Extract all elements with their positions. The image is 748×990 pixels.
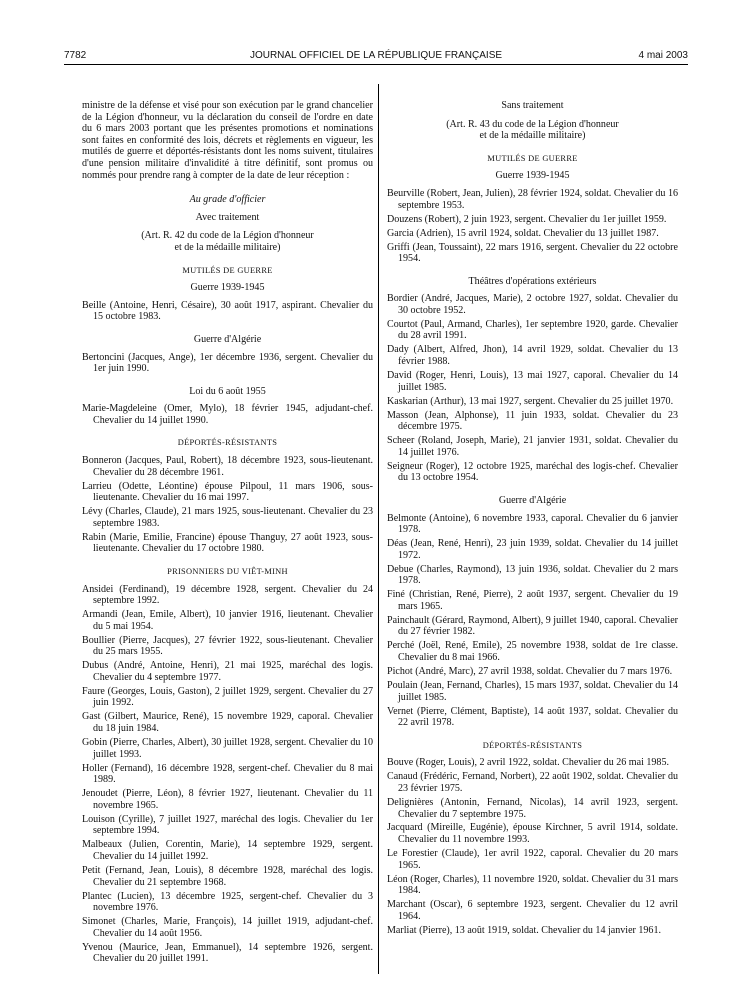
section-prisonniers: PRISONNIERS DU VIÊT-MINH [167, 566, 288, 576]
list-entry: Plantec (Lucien), 13 décembre 1925, sergent-chef. Chevalier du 3 novembre 1976. [82, 890, 373, 914]
list-entry: Marie-Magdeleine (Omer, Mylo), 18 février 1945, adjudant-chef. Chevalier du 14 juillet 1990. [82, 403, 373, 426]
list-entry: Faure (Georges, Louis, Gaston), 2 juillet 1929, sergent. Chevalier du 27 juin 1992. [82, 685, 373, 709]
list-entry: Courtot (Paul, Armand, Charles), 1er septembre 1920, garde. Chevalier du 28 avril 1991. [387, 318, 678, 342]
list-deportes [387, 757, 678, 936]
list-entry: Griffi (Jean, Toussaint), 22 mars 1916, sergent. Chevalier du 22 octobre 1954. [387, 241, 678, 265]
list-entry: Seigneur (Roger), 12 octobre 1925, maréchal des logis-chef. Chevalier du 13 octobre 1954. [387, 460, 678, 484]
list-entry: Delignières (Antonin, Fernand, Nicolas), 14 avril 1923, sergent. Chevalier du 7 septembre 1975. [387, 796, 678, 820]
list-entry: Kaskarian (Arthur), 13 mai 1927, sergent. Chevalier du 25 juillet 1970. [387, 395, 674, 407]
list-entry: Yvenou (Maurice, Jean, Emmanuel), 14 septembre 1926, sergent. Chevalier du 20 juillet 1991. [82, 941, 373, 965]
list-entry: Canaud (Frédéric, Fernand, Norbert), 22 août 1902, soldat. Chevalier du 23 février 1975. [387, 771, 678, 794]
list-entry: Léon (Roger, Charles), 11 novembre 1920, soldat. Chevalier du 31 mars 1984. [387, 873, 678, 897]
list-entry: Finé (Christian, René, Pierre), 2 août 1937, sergent. Chevalier du 19 mars 1965. [387, 589, 678, 612]
subsection-theatres: Théâtres d'opérations extérieurs [468, 275, 597, 287]
article-line: (Art. R. 42 du code de la Légion d'honneur [141, 230, 314, 242]
journal-title: JOURNAL OFFICIEL DE LA RÉPUBLIQUE FRANÇAISE [249, 50, 503, 61]
list-entry: Boullier (Pierre, Jacques), 27 février 1922, sous-lieutenant. Chevalier du 25 mars 1955. [82, 634, 373, 658]
section-mutiles: MUTILÉS DE GUERRE [487, 153, 578, 163]
list-entry: Jacquard (Mireille, Eugénie), épouse Kirchner, 5 avril 1914, soldate. Chevalier du 11 novembre 1993. [387, 822, 678, 846]
list-entry: David (Roger, Henri, Louis), 13 mai 1927, caporal. Chevalier du 14 juillet 1985. [387, 370, 678, 393]
article-line: (Art. R. 43 du code de la Légion d'honneur [446, 118, 619, 130]
list-algerie [387, 513, 678, 729]
grade-heading: Au grade d'officier [189, 194, 266, 206]
column-divider [378, 84, 379, 974]
left-column [82, 100, 373, 967]
list-entry: Poulain (Jean, Fernand, Charles), 15 mars 1937, soldat. Chevalier du 14 juillet 1985. [387, 679, 678, 703]
list-deportes [82, 455, 373, 555]
list-entry: Lévy (Charles, Claude), 21 mars 1925, sous-lieutenant. Chevalier du 23 septembre 1983. [82, 506, 373, 529]
list-entry: Masson (Jean, Alphonse), 11 juin 1933, soldat. Chevalier du 23 décembre 1975. [387, 409, 678, 433]
section-deportes: DÉPORTÉS-RÉSISTANTS [482, 740, 583, 750]
section-mutiles: MUTILÉS DE GUERRE [182, 265, 273, 275]
list-entry: Perché (Joël, René, Emile), 25 novembre 1938, soldat de 1re classe. Chevalier du 8 mai 1966. [387, 640, 678, 664]
list-entry: Larrieu (Odette, Léontine) épouse Pilpoul, 11 mars 1906, sous-lieutenante. Chevalier du 16 mai 1997. [82, 480, 373, 504]
list-entry: Vernet (Pierre, Clément, Baptiste), 14 août 1937, soldat. Chevalier du 22 avril 1978. [387, 705, 678, 729]
subsection-algerie: Guerre d'Algérie [498, 494, 567, 506]
list-entry: Debue (Charles, Raymond), 13 juin 1936, soldat. Chevalier du 2 mars 1978. [387, 563, 678, 587]
list-entry: Pichot (André, Marc), 27 avril 1938, soldat. Chevalier du 7 mars 1976. [387, 666, 673, 677]
list-algerie [82, 352, 373, 375]
list-prisonniers [82, 584, 373, 965]
list-entry: Marchant (Oscar), 6 septembre 1923, sergent. Chevalier du 12 avril 1964. [387, 899, 678, 922]
list-entry: Gast (Gilbert, Maurice, René), 15 novembre 1929, caporal. Chevalier du 18 juin 1984. [82, 711, 373, 735]
list-entry: Déas (Jean, René, Henri), 23 juin 1939, soldat. Chevalier du 14 juillet 1972. [387, 538, 678, 561]
list-entry: Bertoncini (Jacques, Ange), 1er décembre 1936, sergent. Chevalier du 1er juin 1990. [82, 351, 373, 375]
sans-traitement-heading: Sans traitement [501, 100, 564, 111]
list-guerre [82, 300, 373, 323]
section-deportes: DÉPORTÉS-RÉSISTANTS [177, 438, 278, 448]
list-entry: Bonneron (Jacques, Paul, Robert), 18 décembre 1923, sous-lieutenant. Chevalier du 28 décembre 1961. [82, 455, 373, 478]
list-entry: Le Forestier (Claude), 1er avril 1922, caporal. Chevalier du 20 mars 1965. [387, 848, 678, 871]
avec-traitement-heading: Avec traitement [195, 211, 260, 223]
list-entry: Painchault (Gérard, Raymond, Albert), 9 juillet 1940, caporal. Chevalier du 27 février 1982. [387, 614, 678, 638]
list-entry: Rabin (Marie, Emilie, Francine) épouse Thanguy, 27 août 1923, sous-lieutenante. Chevalier du 17 octobre 1980. [82, 531, 373, 555]
article-reference [387, 119, 678, 142]
list-entry: Holler (Fernand), 16 décembre 1928, sergent-chef. Chevalier du 8 mai 1989. [82, 762, 373, 786]
page-header [64, 50, 688, 64]
list-entry: Dady (Albert, Alfred, Jhon), 14 avril 1929, soldat. Chevalier du 13 février 1988. [387, 344, 678, 368]
subsection-loi: Loi du 6 août 1955 [189, 385, 266, 397]
list-entry: Marliat (Pierre), 13 août 1919, soldat. Chevalier du 14 janvier 1961. [387, 924, 661, 936]
issue-date: 4 mai 2003 [638, 50, 688, 61]
list-entry: Bouve (Roger, Louis), 2 avril 1922, soldat. Chevalier du 26 mai 1985. [387, 757, 669, 769]
list-entry: Belmonte (Antoine), 6 novembre 1933, caporal. Chevalier du 6 janvier 1978. [387, 512, 678, 536]
list-entry: Malbeaux (Julien, Corentin, Marie), 14 septembre 1929, sergent. Chevalier du 14 juillet 1992. [82, 839, 373, 862]
list-entry: Gobin (Pierre, Charles, Albert), 30 juillet 1928, sergent. Chevalier du 10 juillet 1993. [82, 737, 373, 760]
list-guerre [387, 188, 678, 265]
article-reference [82, 230, 373, 253]
subsection-guerre: Guerre 1939-1945 [495, 170, 570, 182]
list-entry: Jenoudet (Pierre, Léon), 8 février 1927, lieutenant. Chevalier du 11 novembre 1965. [82, 788, 373, 811]
subsection-guerre: Guerre 1939-1945 [190, 282, 265, 294]
header-rule [64, 64, 688, 65]
intro-paragraph: ministre de la défense et visé pour son exécution par le grand chancelier de la Légion d'honneur, vu la déclaration du conseil de l'ordre en date du 6 mars 2003 portant que les présentes promotions et nominations sont faites en conformité des lois, décrets et règlements en vigueur, les mutilés de guerre et déportés-résistants dont les noms suivent, titulaires d'une pension militaire d'invalidité à titre définitif, sont promus ou nommés pour prendre rang à compter de la date de leur réception : [82, 100, 373, 181]
list-entry: Armandi (Jean, Emile, Albert), 10 janvier 1916, lieutenant. Chevalier du 5 mai 1954. [82, 609, 373, 632]
list-entry: Louison (Cyrille), 7 juillet 1927, maréchal des logis. Chevalier du 1er septembre 1994. [82, 813, 373, 837]
list-entry: Dubus (André, Antoine, Henri), 21 mai 1925, maréchal des logis. Chevalier du 4 septembre 1977. [82, 660, 373, 683]
list-entry: Simonet (Charles, Marie, François), 14 juillet 1919, adjudant-chef. Chevalier du 14 août 1956. [82, 916, 373, 939]
list-entry: Douzens (Robert), 2 juin 1923, sergent. Chevalier du 1er juillet 1959. [387, 213, 667, 225]
list-entry: Bordier (André, Jacques, Marie), 2 octobre 1927, soldat. Chevalier du 30 octobre 1952. [387, 293, 678, 316]
list-entry: Beurville (Robert, Jean, Julien), 28 février 1924, soldat. Chevalier du 16 septembre 1953. [387, 187, 679, 211]
subsection-algerie: Guerre d'Algérie [193, 333, 262, 345]
list-entry: Petit (Fernand, Jean, Louis), 8 décembre 1928, maréchal des logis. Chevalier du 21 septembre 1968. [82, 864, 373, 888]
page-number: 7782 [64, 50, 87, 61]
list-entry: Scheer (Roland, Joseph, Marie), 21 janvier 1931, soldat. Chevalier du 14 juillet 1976. [387, 435, 678, 458]
list-entry: Beille (Antoine, Henri, Césaire), 30 août 1917, aspirant. Chevalier du 15 octobre 1983. [82, 299, 373, 323]
list-entry: Garcia (Adrien), 15 avril 1924, soldat. Chevalier du 13 juillet 1987. [387, 227, 659, 239]
right-column [387, 100, 678, 939]
list-loi [82, 403, 373, 426]
list-theatres [387, 293, 678, 484]
article-line: et de la médaille militaire) [479, 130, 586, 142]
article-line: et de la médaille militaire) [174, 241, 281, 253]
list-entry: Ansidei (Ferdinand), 19 décembre 1928, sergent. Chevalier du 24 septembre 1992. [82, 583, 373, 607]
